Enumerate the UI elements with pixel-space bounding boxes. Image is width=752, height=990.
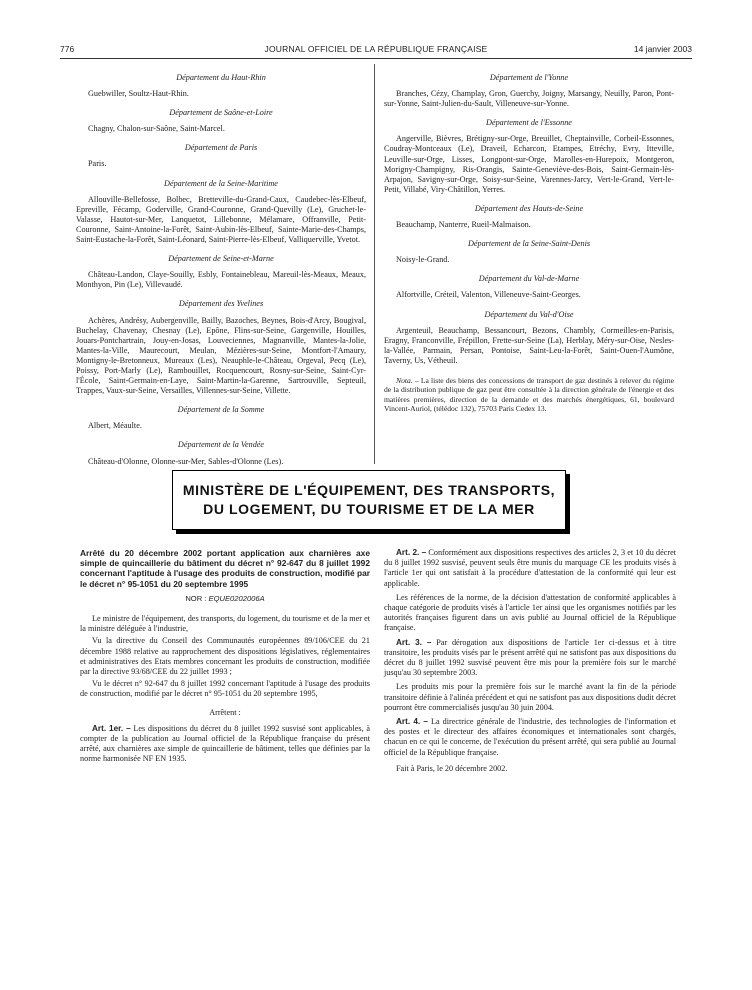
department-heading: Département de Paris (184, 143, 258, 153)
department-heading: Département de l'Yonne (489, 73, 569, 82)
article-paragraph (384, 593, 676, 634)
journal-title: JOURNAL OFFICIEL DE LA RÉPUBLIQUE FRANÇAISE (264, 44, 488, 54)
commune-list: Noisy-le-Grand. (396, 255, 450, 265)
ministry-banner (172, 470, 566, 530)
nor-reference (80, 594, 370, 604)
commune-list: Achères, Andrésy, Aubergenville, Bailly, Bazoches, Beynes, Bois-d'Arcy, Bougival, Buchelay, Chavenay, Chesnay (Le), Epône, Flins-sur-Seine, Gargenville, Houilles, Jouars-Pontchartrain, Jouy-en-Josas, Louveciennes, Magnanville, Mantes-la-Jolie, Mantes-la-Ville, Maurecourt, Meulan, Mézières-sur-Seine, Montfort-l'Amaury, Montigny-le-Bretonneux, Mureaux (Les), Neauphle-le-Château, Orgeval, Pecq (Le), Poissy, Port-Marly (Le), Rambouillet, Rocquencourt, Rosny-sur-Seine, Saint-Cyr-l'École, Saint-Germain-en-Laye, Saint-Martin-la-Garenne, Sartrouville, Septeuil, Trappes, Vaux-sur-Seine, Versailles, Villennes-sur-Seine, Villette. (76, 315, 366, 396)
article-paragraph (384, 638, 676, 679)
commune-list: Paris. (88, 159, 107, 169)
article-paragraph (384, 548, 676, 589)
commune-list: Albert, Méaulte. (88, 421, 142, 431)
article-text: Les produits mis pour la première fois sur le marché avant la fin de la période transitoire définie à l'alinéa précédent et qui ne satisfont pas aux dispositions dudit décret pourront être commercialisés jusqu'au 30 juin 2004. (384, 682, 676, 712)
article-label: Art. 1er. – (92, 723, 131, 733)
commune-list: Allouville-Bellefosse, Bolbec, Bretteville-du-Grand-Caux, Caudebec-lès-Elbeuf, Epreville, Fécamp, Goderville, Grand-Couronne, Grand-Quevilly (Le), Gruchet-le-Valasse, Hautot-sur-Mer, Lanquetot, Lillebonne, Mélamare, Offranville, Petit-Couronne, Saint-Antoine-la-Forêt, Saint-Aubin-lès-Elbeuf, Sainte-Marie-des-Champs, Saint-Eustache-la-Forêt, Saint-Léonard, Saint-Pierre-lès-Elbeuf, Valliquerville, Yvetot. (76, 194, 366, 245)
department-heading: Département de Saône-et-Loire (169, 108, 273, 118)
commune-list: Angerville, Bièvres, Brétigny-sur-Orge, Breuillet, Cheptainville, Corbeil-Essonnes, Coudray-Montceaux (Le), Draveil, Echarcon, Etampes, Etréchy, Evry, Itteville, Leuville-sur-Orge, Lisses, Longpont-sur-Orge, Marolles-en-Hurepoix, Montgeron, Morigny-Champigny, Ris-Orangis, Sainte-Geneviève-des-Bois, Saint-Germain-lès-Arpajon, Savigny-sur-Orge, Soisy-sur-Seine, Varennes-Jarcy, Vert-le-Grand, Vert-le-Petit, Villabé, Viry-Châtillon, Yerres. (384, 134, 674, 194)
nota-label: Nota. (396, 375, 413, 385)
commune-list: Château-d'Olonne, Olonne-sur-Mer, Sables-d'Olonne (Les). (88, 456, 284, 466)
article-text: La directrice générale de l'industrie, des technologies de l'information et des postes et le directeur des affaires économiques et internationales sont chargés, chacun en ce qui le concerne, de l'exécution du présent arrêté, qui sera publié au Journal officiel de la République française. (384, 717, 676, 757)
article-paragraph (384, 717, 676, 758)
article-label: Art. 4. – (396, 717, 428, 727)
commune-list: Branches, Cézy, Champlay, Gron, Guerchy, Joigny, Marsangy, Neuilly, Paron, Pont-sur-Yonne, Saint-Julien-du-Sault, Villeneuve-sur-Yonne. (384, 89, 674, 109)
arrete-right-column (384, 548, 676, 782)
arrete-title: Arrêté du 20 décembre 2002 portant application aux charnières axe simple de quincaillerie du bâtiment du décret n° 92-647 du 8 juillet 1992 concernant l'aptitude à l'usage des produits de construction, modifié par le décret n° 95-1051 du 20 septembre 1995 (80, 548, 370, 589)
issue-date: 14 janvier 2003 (633, 44, 692, 54)
arrete-left-column (80, 548, 370, 769)
commune-list: Chagny, Chalon-sur-Saône, Saint-Marcel. (88, 124, 225, 134)
department-heading: Département de la Seine-Saint-Denis (467, 239, 591, 249)
article-paragraph (80, 724, 370, 765)
left-column (76, 64, 366, 467)
nota-paragraph (384, 376, 674, 414)
commune-list: Guebwiller, Soultz-Haut-Rhin. (88, 89, 189, 99)
department-heading: Département de Seine-et-Marne (168, 254, 274, 264)
preamble-paragraph: Vu la directive du Conseil des Communautés européennes 89/106/CEE du 21 décembre 1988 relative au rapprochement des dispositions législatives, réglementaires et administratives des Etats membres concernant les produits de construction, modifiée par la directive 93/68/CEE du 22 juillet 1993 ; (80, 636, 370, 677)
commune-list: Alfortville, Créteil, Valenton, Villeneuve-Saint-Georges. (396, 290, 581, 300)
running-header (60, 44, 692, 58)
commune-list: Beauchamp, Nanterre, Rueil-Malmaison. (396, 220, 531, 230)
signature-line: Fait à Paris, le 20 décembre 2002. (396, 763, 508, 773)
commune-list: Argenteuil, Beauchamp, Bessancourt, Bezons, Chambly, Cormeilles-en-Parisis, Eragny, Franconville, Frépillon, Frette-sur-Seine (La), Herblay, Méry-sur-Oise, Nesles-la-Vallée, Parmain, Persan, Pontoise, Saint-Leu-la-Forêt, Saint-Ouen-l'Aumône, Taverny, Us, Vétheuil. (384, 325, 674, 365)
page-number: 776 (60, 44, 75, 54)
nota-text: – La liste des biens des concessions de transport de gaz destinés à relever du régime de la distribution publique de gaz peut être consultée à la direction générale de l'énergie et des matières premières, direction de la demande et des marchés énergétiques, 61, boulevard Vincent-Auriol, (télédoc 132), 75703 Paris Cedex 13. (384, 375, 674, 414)
article-text: Les références de la norme, de la décision d'attestation de conformité applicables à chaque catégorie de produits visés à l'article 1er ainsi que les organismes notifiés par les autorités françaises figurent dans un avis publié au Journal officiel de la République française. (384, 592, 676, 633)
department-heading: Département des Yvelines (178, 299, 264, 309)
article-label: Art. 2. – (396, 548, 427, 557)
department-heading: Département de la Somme (177, 405, 265, 415)
department-heading: Département de l'Essonne (486, 118, 572, 128)
article-label: Art. 3. – (396, 637, 432, 647)
department-heading: Département de la Vendée (177, 440, 265, 450)
nor-label: NOR : (185, 593, 209, 603)
ministry-line-1: MINISTÈRE DE L'ÉQUIPEMENT, DES TRANSPORTS, (182, 482, 556, 498)
ministry-line-2: DU LOGEMENT, DU TOURISME ET DE LA MER (203, 501, 535, 517)
nor-code: EQUE0202006A (208, 593, 265, 603)
header-rule (60, 58, 692, 59)
right-department-list (384, 73, 674, 366)
right-column (384, 64, 674, 414)
article-text: Les dispositions du décret du 8 juillet 1992 susvisé sont applicables, à compter de la publication au Journal officiel de la République française du présent arrêté, aux charnières axe simple de quincaillerie de bâtiment, telles que définies par la norme harmonisée NF EN 1935. (80, 723, 370, 764)
department-heading: Département du Val-de-Marne (478, 274, 580, 284)
department-heading: Département de la Seine-Maritime (164, 178, 278, 188)
column-separator (374, 64, 375, 464)
department-heading: Département du Val-d'Oise (484, 309, 574, 319)
department-heading: Département des Hauts-de-Seine (474, 203, 584, 213)
article-text: Conformément aux dispositions respectives des articles 2, 3 et 10 du décret du 8 juillet 1992 susvisé, peuvent seuls être munis du marquage CE les produits visés à l'article 1er qui ont satisfait à la procédure d'attestation de la conformité qui leur est applicable. (384, 548, 676, 588)
preamble-paragraph: Le ministre de l'équipement, des transports, du logement, du tourisme et de la mer et la ministre déléguée à l'industrie, (80, 614, 370, 634)
department-heading: Département du Haut-Rhin (176, 73, 266, 82)
article-paragraph (384, 682, 676, 713)
arretent-heading: Arrêtent : (209, 707, 241, 717)
commune-list: Château-Landon, Claye-Souilly, Esbly, Fontainebleau, Mareuil-lès-Meaux, Meaux, Monthyon, Pin (Le), Villevaudé. (76, 270, 366, 290)
article-text: Par dérogation aux dispositions de l'article 1er ci-dessus et à titre transitoire, les produits visés par le présent arrêté qui ne satisfont pas aux dispositions du décret du 8 juillet 1992 susvisé peuvent être mis pour la première fois sur le marché jusqu'au 30 septembre 2003. (384, 637, 676, 678)
preamble-paragraph: Vu le décret n° 92-647 du 8 juillet 1992 concernant l'aptitude à l'usage des produits de construction, modifié par le décret n° 95-1051 du 20 septembre 1995, (80, 679, 370, 699)
